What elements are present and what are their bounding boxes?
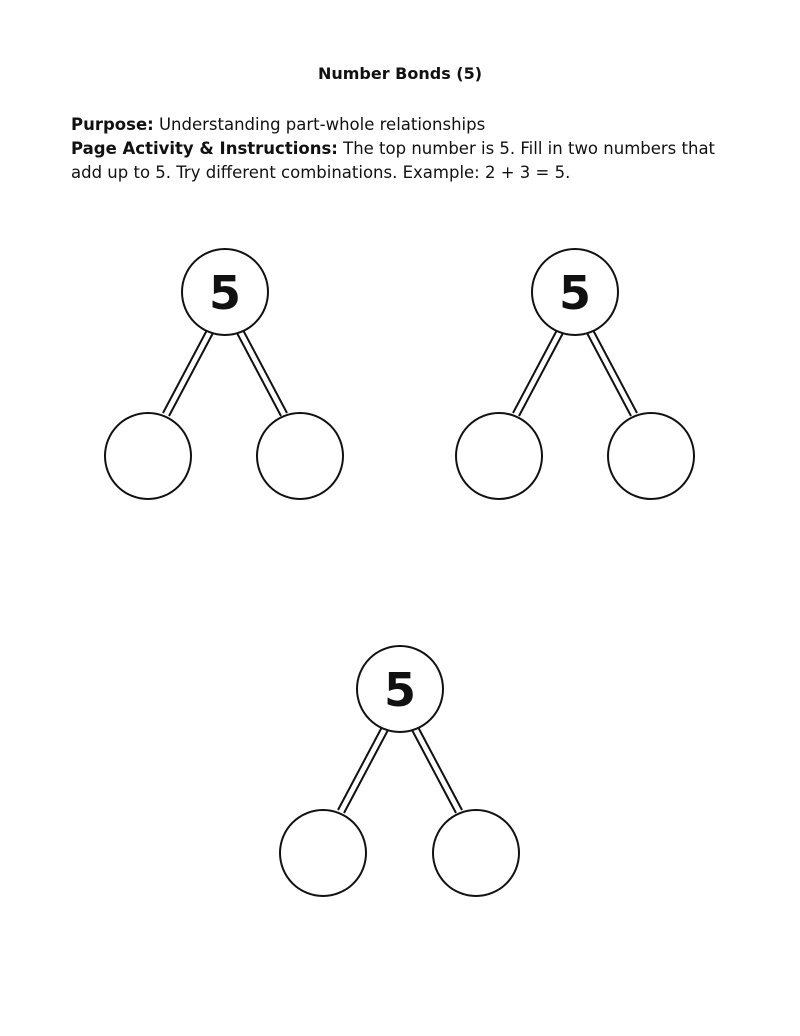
whole-number: 5 xyxy=(208,266,242,320)
part-left-circle[interactable] xyxy=(105,413,191,499)
whole-number: 5 xyxy=(558,266,592,320)
part-left-circle[interactable] xyxy=(280,810,366,896)
part-right-circle[interactable] xyxy=(608,413,694,499)
number-bond-3 xyxy=(280,646,519,896)
whole-number: 5 xyxy=(383,663,417,717)
page-title: Number Bonds (5) xyxy=(317,64,483,83)
part-left-circle[interactable] xyxy=(456,413,542,499)
purpose-text: Understanding part-whole relationships xyxy=(158,115,486,134)
bond-connectors xyxy=(513,330,637,416)
instructions-text: The top number is 5. Fill in two numbers that add up to 5. Try different combinations. Example: 2 + 3 = 5. xyxy=(71,139,716,182)
part-right-circle[interactable] xyxy=(433,810,519,896)
bond-connectors xyxy=(338,727,462,813)
number-bond-1 xyxy=(105,249,343,499)
purpose-label: Purpose: xyxy=(71,115,154,134)
number-bond-2 xyxy=(456,249,694,499)
bond-connectors xyxy=(163,330,287,416)
instructions-label: Page Activity & Instructions: xyxy=(71,139,338,158)
part-right-circle[interactable] xyxy=(257,413,343,499)
